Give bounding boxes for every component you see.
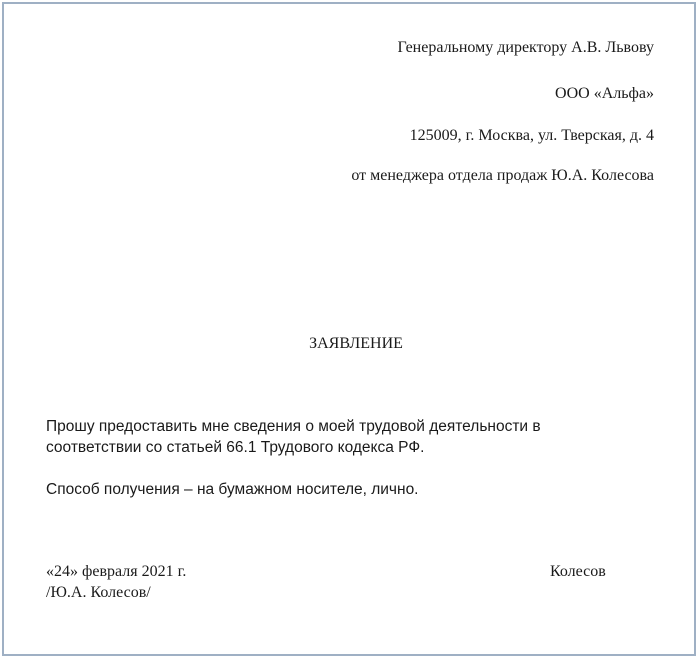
address-line: 125009, г. Москва, ул. Тверская, д. 4 — [409, 127, 654, 144]
company-line: ООО «Альфа» — [555, 85, 654, 102]
recipient-line: Генеральному директору А.В. Львову — [397, 39, 654, 56]
body-line-2: соответствии со статьей 66.1 Трудового кодекса РФ. — [46, 439, 425, 456]
signature-name: /Ю.А. Колесов/ — [46, 584, 151, 601]
body-line-1: Прошу предоставить мне сведения о моей трудовой деятельности в — [46, 418, 541, 435]
document-title: ЗАЯВЛЕНИЕ — [309, 335, 403, 352]
method-line: Способ получения – на бумажном носителе, лично. — [46, 481, 419, 498]
document-page — [2, 2, 696, 656]
sender-line: от менеджера отдела продаж Ю.А. Колесова — [351, 167, 654, 184]
signature: Колесов — [550, 563, 606, 580]
date-line: «24» февраля 2021 г. — [46, 563, 187, 580]
